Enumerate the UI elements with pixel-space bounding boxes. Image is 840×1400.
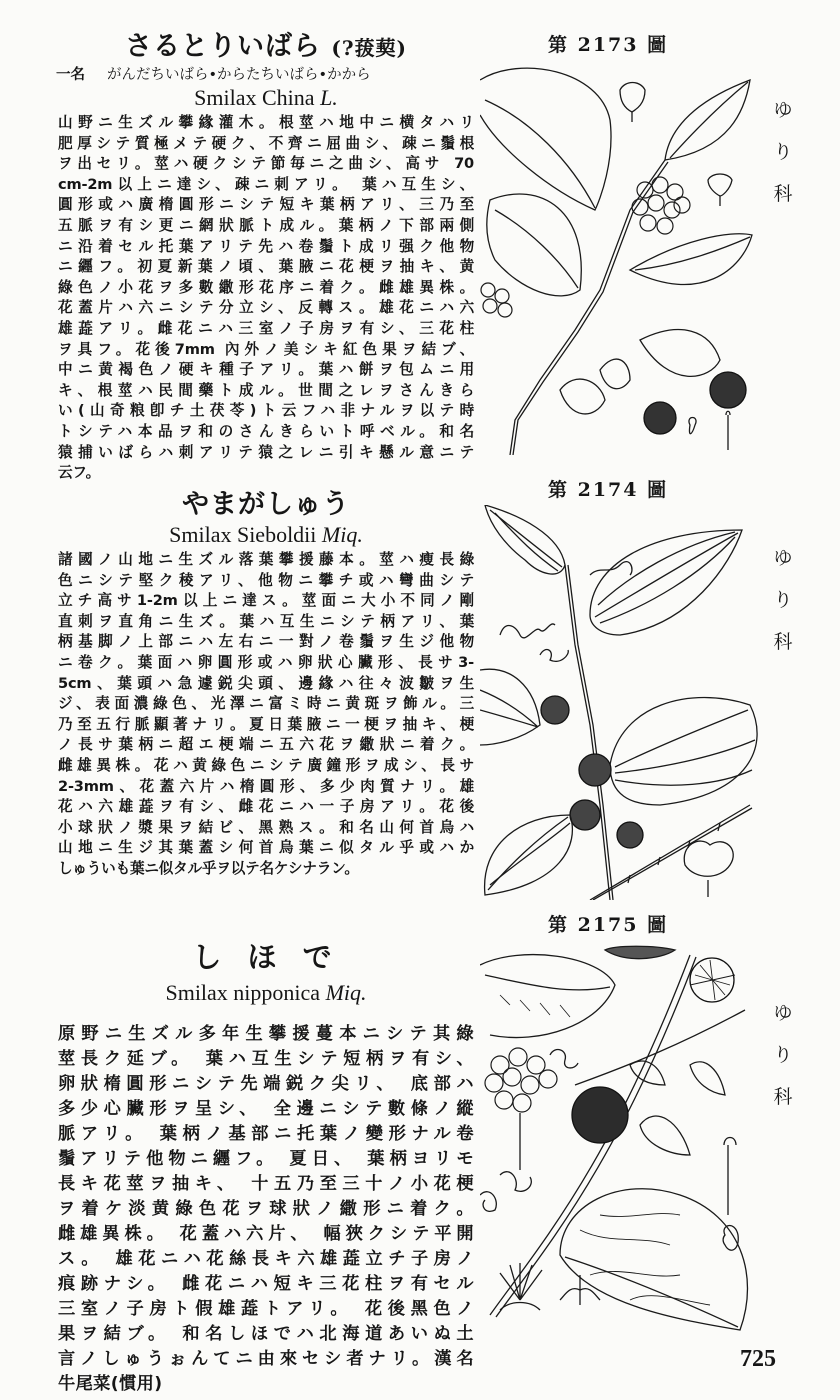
illustration-smilax-nipponica [480, 945, 772, 1335]
description-line: 5cm、葉頭ハ急遽鋭尖頭、邊緣ハ往々波皺ヲ生 [58, 674, 474, 692]
alt-name-label: 一名 [56, 67, 85, 83]
description-line: ニ卷ク。葉面ハ卵圓形或ハ卵狀心臟形、長サ3- [58, 653, 474, 671]
family-char: 科 [773, 183, 793, 205]
sci-author: Miq. [325, 980, 367, 1005]
sci-author: L. [320, 85, 338, 110]
scientific-name [58, 85, 474, 111]
title-japanese: やまがしゅう [182, 489, 350, 520]
title-kanji-alias: (?菝葜) [331, 36, 408, 60]
description-line: 莖長ク延ブ。 葉ハ互生シテ短柄ヲ有シ、 [58, 1049, 474, 1069]
description-line: 卵狀楕圓形ニシテ先端鋭ク尖リ、 底部ハ [58, 1074, 474, 1094]
description-line: 花蓋片ハ六ニシテ分立シ、反轉ス。雄花ニハ六 [58, 299, 474, 317]
description-line: ヲ着ケ淡黄綠色花ヲ球狀ノ繖形ニ着ク。 [58, 1199, 474, 1219]
description-line: 云フ。 [58, 464, 101, 482]
description-line: 綠色ノ小花ヲ多數繖形花序ニ着ク。雌雄異株。 [58, 278, 474, 296]
description-line: 猿捕いばらハ刺アリテ猿之レニ引キ懸ル意ニテ [58, 443, 474, 461]
illustration-smilax-china [480, 60, 772, 455]
description-line: 山野ニ生ズル攀緣灌木。根莖ハ地中ニ横タハリ [58, 114, 474, 131]
description-line: キ、根莖ハ民間藥ト成ル。世間之レヲさんきら [58, 381, 474, 399]
family-label [768, 100, 798, 226]
entry-description [58, 1022, 474, 1397]
description-line: 言ノしゅうぉんてニ由來セシ者ナリ。漢名 [58, 1349, 474, 1369]
description-line: 諸國ノ山地ニ生ズル落葉攀援藤本。莖ハ瘦長綠 [58, 551, 474, 568]
description-line: 五脈ヲ有シ更ニ網狀脈ト成ル。葉柄ノ下部兩側 [58, 216, 474, 234]
description-line: 長キ花莖ヲ抽キ、 十五乃至三十ノ小花梗 [58, 1174, 474, 1194]
description-line: 雌雄異株。花ハ黄綠色ニシテ廣鐘形ヲ成シ、長サ [58, 756, 474, 774]
sci-binomial: Smilax nipponica [165, 980, 321, 1005]
description-line: 果ヲ結ブ。 和名しほでハ北海道あいぬ土 [58, 1324, 474, 1344]
description-line: 脈アリ。 葉柄ノ基部ニ托葉ノ變形ナル卷 [58, 1124, 474, 1144]
description-line: 牛尾菜(慣用) [58, 1374, 163, 1394]
description-line: 2-3mm、花蓋六片ハ楕圓形、多少肉質ナリ。雄 [58, 777, 474, 795]
description-line: 痕跡ナシ。 雌花ニハ短キ三花柱ヲ有セル [58, 1274, 474, 1294]
description-line: 花ハ六雄蕋ヲ有シ、雌花ニハ一子房アリ。花後 [58, 798, 474, 816]
figure-number: 第 2173 圖 [548, 34, 669, 56]
description-line: い(山奇粮卽チ土茯苓)ト云フハ非ナルヲ以テ時 [58, 402, 474, 420]
description-line: 乃至五行脈顯著ナリ。夏日葉腋ニ一梗ヲ抽キ、梗 [58, 715, 474, 733]
sci-author: Miq. [321, 522, 363, 547]
description-line: ノ長サ葉柄ニ超エ梗端ニ五六花ヲ繖狀ニ着ク。 [58, 736, 474, 754]
description-line: トシテハ本品ヲ和のさんきらいト呼ベル。和名 [58, 422, 474, 440]
title-japanese: さるとりいばら [124, 31, 321, 62]
alternate-names [56, 65, 474, 85]
description-line: cm-2m以上ニ達シ、疎ニ刺アリ。 葉ハ互生シ、 [58, 175, 474, 193]
description-line: 小球狀ノ漿果ヲ結ビ、黑熟ス。和名山何首烏ハ [58, 818, 474, 836]
description-line: 色ニシテ堅ク稜アリ、他物ニ攀チ或ハ彎曲シテ [58, 571, 474, 589]
scientific-name [58, 980, 474, 1006]
description-line: 直刺ヲ直角ニ生ズ。葉ハ互生ニシテ柄アリ、葉 [58, 612, 474, 630]
description-line: ス。 雄花ニハ花絲長キ六雄蕋立チ子房ノ [58, 1249, 474, 1269]
description-line: 雄蕋アリ。雌花ニハ三室ノ子房ヲ有シ、三花柱 [58, 319, 474, 337]
description-line: 立チ高サ1-2m以上ニ達ス。莖面ニ大小不同ノ剛 [58, 592, 474, 610]
entry-title [58, 940, 474, 974]
family-char: り [773, 141, 793, 163]
family-char: ゆ [773, 99, 793, 121]
description-line: ニ沿着セル托葉アリテ先ハ卷鬚ト成リ强ク他物 [58, 237, 474, 255]
scientific-name [58, 522, 474, 548]
description-line: 多少心臟形ヲ呈シ、 全邊ニシテ數條ノ縱 [58, 1099, 474, 1119]
family-char: り [773, 1044, 793, 1066]
figure-number: 第 2174 圖 [548, 479, 669, 501]
family-char: り [773, 589, 793, 611]
family-char: ゆ [773, 1002, 793, 1024]
family-char: 科 [773, 1086, 793, 1108]
description-line: 柄基脚ノ上部ニハ左右ニ一對ノ卷鬚ヲ生ジ他物 [58, 633, 474, 651]
alt-name-list: がんだちいばら•からたちいばら•かから [107, 67, 371, 83]
description-line: 圓形或ハ廣楕圓形ニシテ短キ葉柄アリ、三乃至 [58, 196, 474, 214]
sci-binomial: Smilax China [194, 85, 315, 110]
description-line: 山地ニ生ジ其葉蓋シ何首烏葉ニ似タル乎或ハか [58, 839, 474, 857]
description-line: 原野ニ生ズル多年生攀援蔓本ニシテ其綠 [58, 1024, 474, 1044]
description-line: 肥厚シテ質極メテ硬ク、不齊ニ屈曲シ、疎ニ鬚根 [58, 134, 474, 152]
entry-title [58, 30, 474, 65]
family-char: 科 [773, 631, 793, 653]
description-line: ニ纒フ。初夏新葉ノ頃、葉腋ニ花梗ヲ抽キ、黄 [58, 258, 474, 276]
description-line: ジ、表面濃綠色、光澤ニ富ミ時ニ黄斑ヲ飾ル。三 [58, 695, 474, 713]
family-char: ゆ [773, 547, 793, 569]
page-number: 725 [740, 1346, 776, 1372]
description-line: 雌雄異株。 花蓋ハ六片、 幅狹クシテ平開 [58, 1224, 474, 1244]
title-japanese: し ほ で [192, 940, 340, 974]
entry-description [58, 113, 474, 484]
description-line: ヲ具フ。花後7mm 內外ノ美シキ紅色果ヲ結ブ、 [58, 340, 474, 358]
illustration-smilax-sieboldii [480, 505, 772, 900]
description-line: 鬚アリテ他物ニ纒フ。 夏日、 葉柄ヨリモ [58, 1149, 474, 1169]
figure-number: 第 2175 圖 [548, 914, 669, 936]
description-line: 三室ノ子房ト假雄蕋トアリ。 花後黑色ノ [58, 1299, 474, 1319]
description-line: しゅういも葉ニ似タル乎ヲ以テ名ケシナラン。 [58, 859, 359, 877]
entry-description [58, 550, 474, 880]
sci-binomial: Smilax Sieboldii [169, 522, 317, 547]
family-label [768, 548, 798, 674]
description-line: 中ニ黄褐色ノ硬キ種子アリ。葉ハ餅ヲ包ムニ用 [58, 361, 474, 379]
family-label [768, 1003, 798, 1129]
description-line: ヲ出セリ。莖ハ硬クシテ節毎ニ之曲シ、高サ 70 [58, 155, 474, 173]
entry-title [58, 488, 474, 522]
